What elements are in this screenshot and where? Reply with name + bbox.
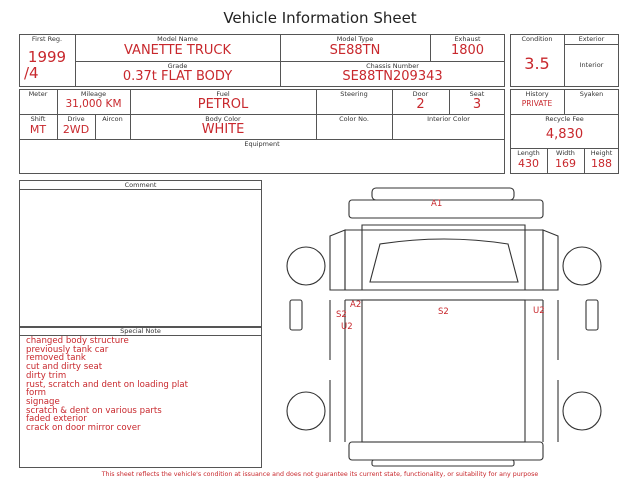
color-no-label: Color No. — [339, 115, 369, 123]
exterior-label: Exterior — [578, 35, 605, 43]
width-label: Width — [556, 149, 575, 157]
mirror-right — [586, 300, 598, 330]
windshield — [370, 239, 518, 282]
mileage-value: 31,000 KM — [65, 98, 122, 110]
special-note-label: Special Note — [120, 327, 161, 335]
door-right — [543, 230, 558, 290]
interior-color-label: Interior Color — [427, 115, 470, 123]
model-name-value: VANETTE TRUCK — [124, 43, 231, 58]
first-reg-month: /4 — [24, 64, 39, 82]
wheel-front-left — [287, 247, 325, 285]
history-value: PRIVATE — [521, 99, 553, 108]
damage-mark-a2: A2 — [350, 300, 362, 310]
wheel-rear-left — [287, 392, 325, 430]
special-note-item: cut and dirty seat — [26, 362, 103, 373]
grade-value: 0.37t FLAT BODY — [122, 69, 233, 84]
damage-mark-a1: A1 — [431, 199, 443, 209]
damage-mark-u2-left: U2 — [341, 322, 353, 332]
rear-step — [372, 460, 514, 466]
drive-label: Drive — [67, 115, 85, 123]
body-color-label: Body Color — [205, 115, 241, 123]
exhaust-value: 1800 — [450, 43, 485, 58]
roof-bar — [349, 200, 543, 218]
model-type-value: SE88TN — [329, 43, 381, 58]
seat-label: Seat — [469, 90, 485, 98]
wheel-front-right — [563, 247, 601, 285]
special-note-item: dirty trim — [26, 370, 67, 381]
fuel-value: PETROL — [197, 97, 249, 112]
special-note-item: rust, scratch and dent on loading plat — [26, 379, 189, 390]
drive-value: 2WD — [62, 123, 90, 136]
length-label: Length — [517, 149, 540, 157]
cabin-inner — [362, 225, 525, 290]
special-note-item: removed tank — [26, 353, 86, 364]
exhaust-label: Exhaust — [454, 35, 481, 43]
damage-mark-s2-center: S2 — [438, 307, 449, 317]
page-title: Vehicle Information Sheet — [223, 9, 417, 27]
loading-bed — [362, 300, 525, 442]
condition-value: 3.5 — [524, 54, 550, 73]
special-note-item: scratch & dent on various parts — [26, 405, 162, 416]
body-color-value: WHITE — [201, 122, 245, 137]
comment-label: Comment — [124, 181, 157, 189]
first-reg-year: 1999 — [27, 48, 67, 66]
condition-label: Condition — [521, 35, 553, 43]
door-value: 2 — [416, 97, 425, 112]
grade-label: Grade — [167, 62, 188, 70]
model-name-label: Model Name — [157, 35, 198, 43]
syaken-label: Syaken — [579, 90, 604, 98]
equipment-label: Equipment — [244, 140, 280, 148]
door-left — [330, 230, 345, 290]
door-label: Door — [412, 90, 429, 98]
disclaimer-footer: This sheet reflects the vehicle's condition at issuance and does not guarantee its current state, functionality, or suitability for any purpose — [101, 471, 539, 478]
history-label: History — [525, 90, 549, 98]
mirror-left — [290, 300, 302, 330]
length-value: 430 — [518, 157, 539, 170]
damage-mark-s2-left: S2 — [336, 310, 347, 320]
special-note-item: faded exterior — [26, 414, 87, 425]
height-label: Height — [590, 149, 613, 157]
wheel-rear-right — [563, 392, 601, 430]
shift-label: Shift — [30, 115, 46, 123]
chassis-number-value: SE88TN209343 — [342, 69, 443, 84]
height-value: 188 — [591, 157, 612, 170]
seat-value: 3 — [472, 97, 482, 112]
shift-value: MT — [29, 123, 47, 136]
damage-mark-u2-right: U2 — [533, 306, 545, 316]
first-reg-label: First Reg. — [31, 35, 63, 43]
roof-bar-top — [372, 188, 514, 200]
special-note-item: changed body structure — [26, 336, 129, 346]
mileage-label: Mileage — [80, 90, 107, 98]
recycle-fee-label: Recycle Fee — [545, 115, 584, 123]
width-value: 169 — [555, 157, 576, 170]
model-type-label: Model Type — [336, 35, 374, 43]
special-note-item: crack on door mirror cover — [26, 423, 141, 434]
chassis-number-label: Chassis Number — [366, 62, 419, 70]
meter-label: Meter — [28, 90, 48, 98]
recycle-fee-value: 4,830 — [545, 127, 584, 142]
interior-label: Interior — [579, 61, 604, 69]
special-note-item: form — [26, 388, 47, 399]
rear-bumper — [349, 442, 543, 460]
special-note-item: signage — [26, 396, 60, 407]
special-note-item: previously tank car — [26, 344, 109, 355]
aircon-label: Aircon — [102, 115, 123, 123]
fuel-label: Fuel — [216, 90, 230, 98]
steering-label: Steering — [340, 90, 368, 98]
